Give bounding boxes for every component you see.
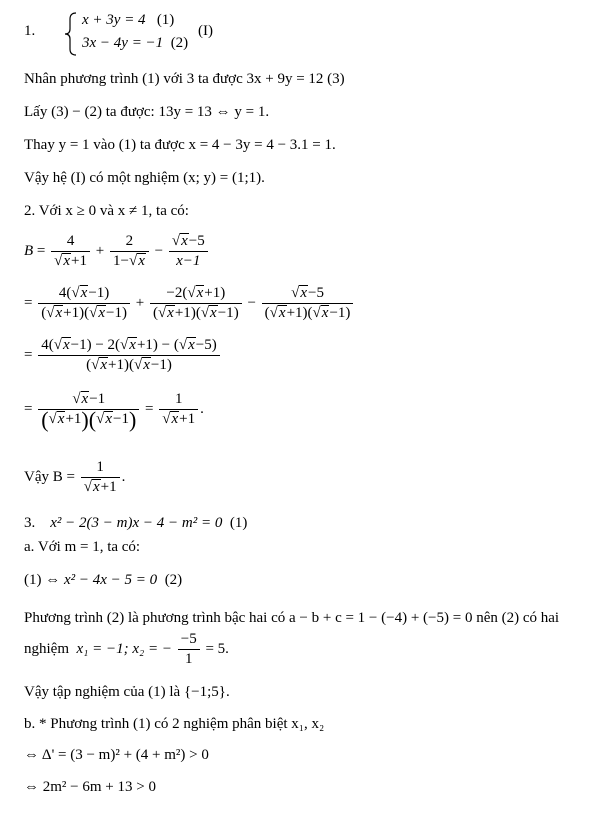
inequality-line: ⇔ Δ' = (3 − m)² + (4 + m²) > 0 [24,747,209,763]
fraction: $\frac{1}{√x+1}$ [81,458,120,497]
fraction: $\frac{√x-5}{(√x+1)(√x-1)}$ [262,284,354,323]
fraction: $\frac{4}{√x+1}$ [51,232,90,271]
roots-line: nghiệm x₁ = −1; x₂ = − $\frac{-5}{1}$ = 5. [24,631,229,667]
fraction: $\frac{2}{1-√x}$ [110,232,149,271]
step-line: Vậy hệ (I) có một nghiệm (x; y) = (1;1). [24,170,265,186]
fraction: $\frac{√x-5}{x-1}$ [169,232,208,271]
fraction: $\frac{1}{√x+1}$ [159,390,198,429]
equation-1: x + 3y = 4 (1) [82,12,175,28]
step-line: Thay y = 1 vào (1) ta được x = 4 − 3y = 4 − 3.1 = 1. [24,137,336,153]
step-line: Nhân phương trình (1) với 3 ta được 3x + 9y = 12 (3) [24,71,345,87]
system-tag: (I) [198,23,213,39]
section-heading: 3. x² − 2(3 − m)x − 4 − m² = 0 (1) [24,515,248,531]
item-number: 1. [24,23,36,39]
inequality-line: ⇔ 2m² − 6m + 13 > 0 [24,779,156,795]
subsection-heading: b. * Phương trình (1) có 2 nghiệm phân biệt x₁, x₂ [24,716,325,732]
section-heading: 2. Với x ≥ 0 và x ≠ 1, ta có: [24,203,189,219]
fraction: $\frac{√x-1}{(√x+1)(√x-1)}$ [38,390,139,429]
subsection-heading: a. Với m = 1, ta có: [24,539,141,555]
conclusion-line: Vậy B = $\frac{1}{√x+1}$ . [24,459,126,495]
fraction: $\frac{4(√x-1)}{(√x+1)(√x-1)}$ [38,284,130,323]
expression-line: = $\frac{4(√x-1) - 2(√x+1) - (√x-5)}{(√x+1)(√x-1)}$ [24,336,222,375]
fraction: $\frac{-2(√x+1)}{(√x+1)(√x-1)}$ [150,284,242,323]
expression-line: = $\frac{4(√x-1)}{(√x+1)(√x-1)}$ + $\frac{-2(√x+1)}{(√x+1)(√x-1)}$ − $\frac{√x-5}{(√x+1)(√x-1)}$ [24,284,355,323]
fraction: $\frac{4(√x-1) - 2(√x+1) - (√x-5)}{(√x+1)(√x-1)}$ [38,336,220,375]
text-line: Phương trình (2) là phương trình bậc hai có a − b + c = 1 − (−4) + (−5) = 0 nên (2) có hai [24,610,560,626]
left-brace-icon [64,12,78,56]
equation-line: (1) ⇔ x² − 4x − 5 = 0 (2) [24,572,183,588]
expression-line: B = $\frac{4}{√x+1}$ + $\frac{2}{1-√x}$ − $\frac{√x-5}{x-1}$ [24,232,210,271]
step-line: Lấy (3) − (2) ta được: 13y = 13 ⇔ y = 1. [24,104,270,120]
fraction: $\frac{-5}{1}$ [178,630,200,669]
equation-2: 3x − 4y = −1 (2) [82,35,189,51]
expression-line: = $\frac{√x-1}{(√x+1)(√x-1)}$ = $\frac{1}{√x+1}$ . [24,391,204,433]
text-line: Vậy tập nghiệm của (1) là {−1;5}. [24,684,230,700]
